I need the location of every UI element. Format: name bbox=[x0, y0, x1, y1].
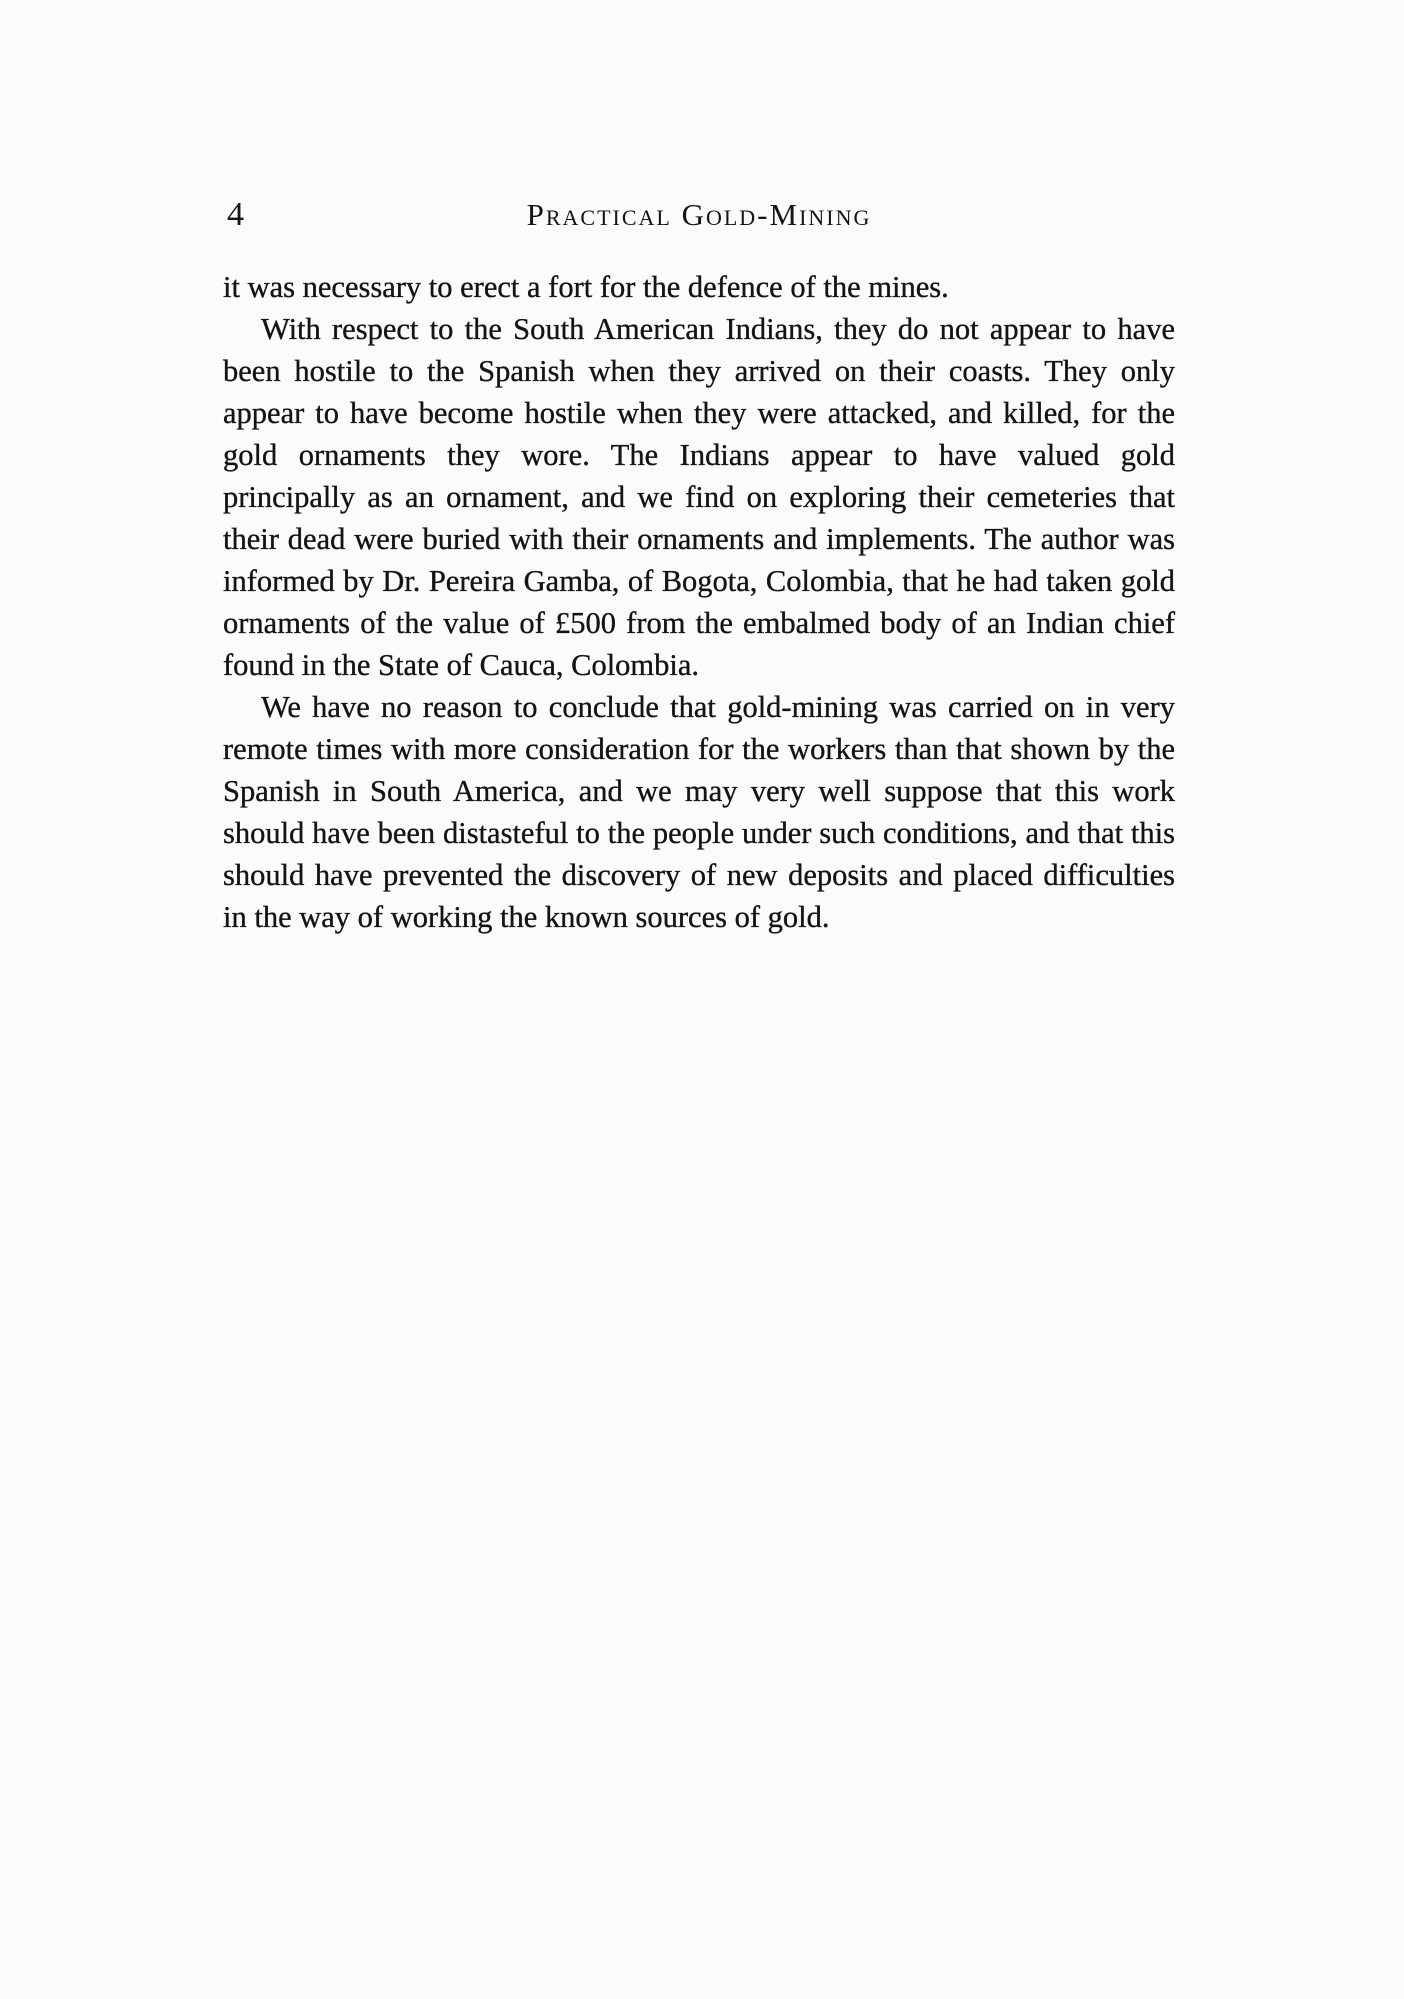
page-number: 4 bbox=[227, 196, 244, 233]
paragraph-continued: it was necessary to erect a fort for the defence of the mines. bbox=[223, 270, 949, 304]
running-title: Practical Gold-Mining bbox=[526, 197, 872, 232]
running-head bbox=[223, 190, 1175, 240]
body-text bbox=[223, 266, 1175, 938]
paragraph-conclusion: We have no reason to conclude that gold-mining was carried on in very remote times with more consideration for the workers than that shown by the Spanish in South America, and we may very well suppose that this work should have been distasteful to the people under such conditions, and that this should have prevented the discovery of new deposits and placed difficulties in the way of working the known sources of gold. bbox=[223, 690, 1175, 934]
paragraph-indians: With respect to the South American Indians, they do not appear to have been hostile to the Spanish when they arrived on their coasts. They only appear to have become hostile when they were attacked, and killed, for the gold ornaments they wore. The Indians appear to have valued gold principally as an ornament, and we find on exploring their cemeteries that their dead were buried with their ornaments and implements. The author was informed by Dr. Pereira Gamba, of Bogota, Colombia, that he had taken gold ornaments of the value of £500 from the embalmed body of an Indian chief found in the State of Cauca, Colombia. bbox=[223, 312, 1175, 682]
